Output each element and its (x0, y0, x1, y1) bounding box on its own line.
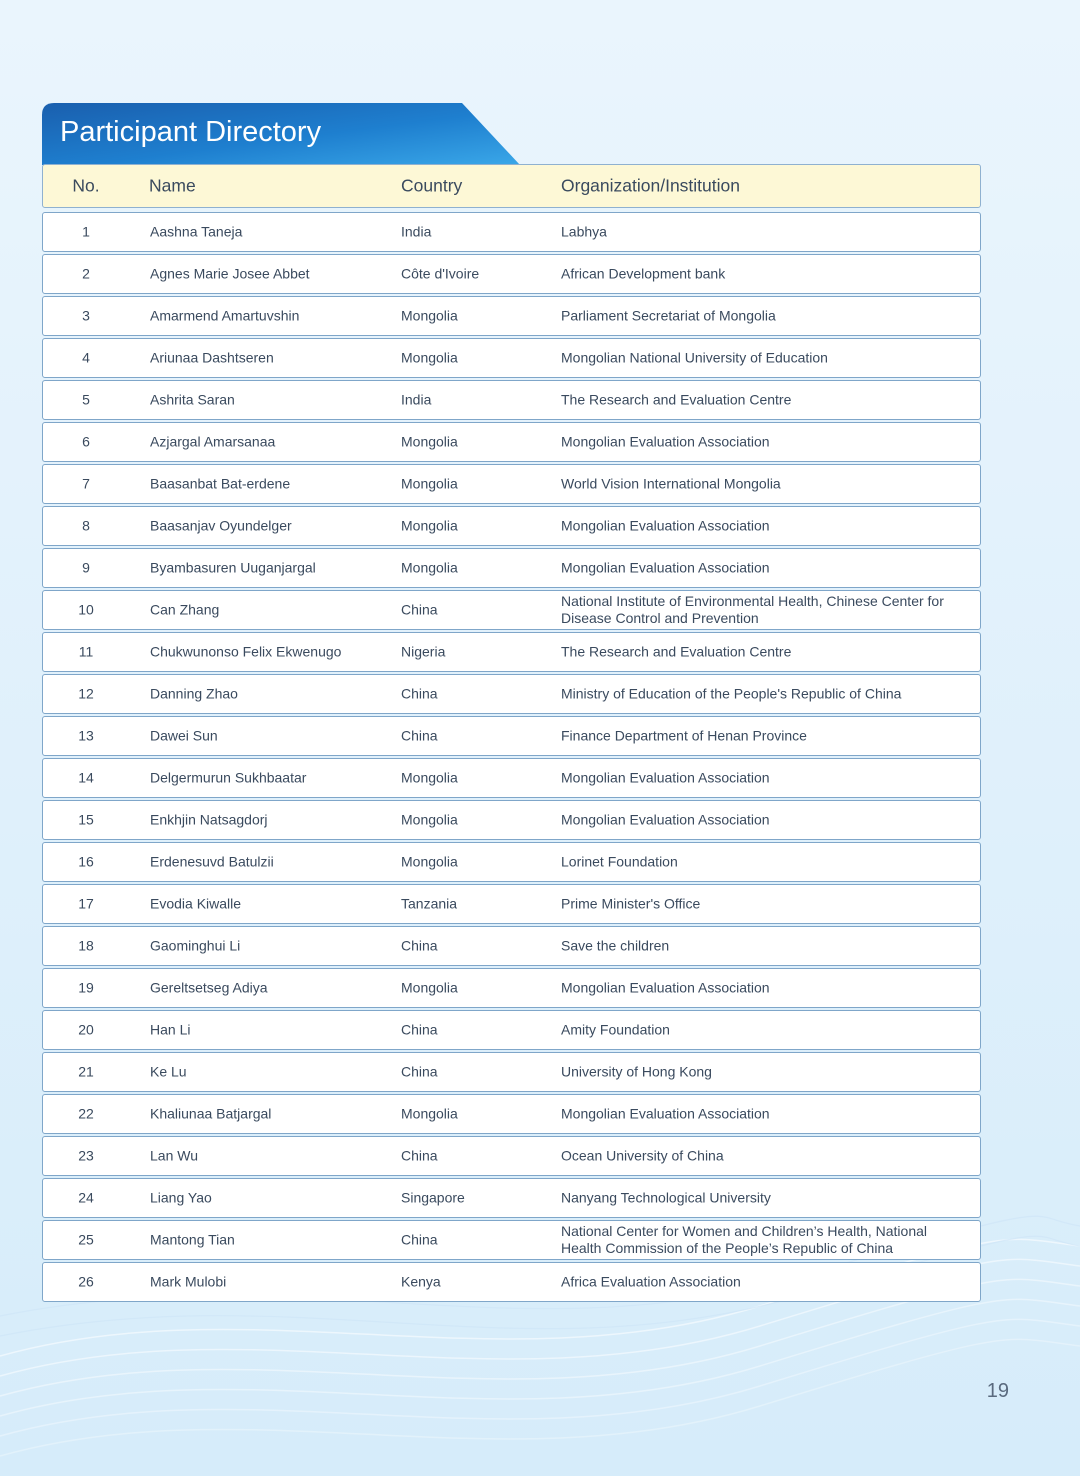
row-number: 24 (78, 1189, 94, 1206)
table-row (42, 1178, 981, 1218)
table-row (42, 296, 981, 336)
table-row (42, 884, 981, 924)
row-number: 4 (82, 349, 90, 366)
participant-country: Mongolia (401, 433, 458, 450)
participant-name: Baasanjav Oyundelger (150, 517, 292, 534)
participant-organization: Finance Department of Henan Province (561, 727, 807, 744)
participant-country: Tanzania (401, 895, 458, 912)
column-header-country: Country (401, 175, 463, 196)
table-row (42, 926, 981, 966)
participant-name: Delgermurun Sukhbaatar (150, 769, 307, 786)
participant-country: China (401, 1021, 438, 1038)
participant-name: Erdenesuvd Batulzii (150, 853, 274, 870)
column-header-name: Name (149, 175, 196, 196)
table-row (42, 1262, 981, 1302)
participant-name: Mark Mulobi (150, 1273, 227, 1290)
participant-organization: Parliament Secretariat of Mongolia (561, 307, 776, 324)
participant-organization: Mongolian Evaluation Association (561, 1105, 770, 1122)
participant-name: Mantong Tian (150, 1231, 235, 1248)
participant-name: Chukwunonso Felix Ekwenugo (150, 643, 342, 660)
table-row (42, 674, 981, 714)
participant-name: Aashna Taneja (150, 223, 243, 240)
table-row (42, 548, 981, 588)
table-body (42, 212, 981, 1302)
participant-country: Mongolia (401, 811, 458, 828)
participant-country: Mongolia (401, 559, 458, 576)
participant-country: China (401, 1147, 438, 1164)
participant-country: Kenya (401, 1273, 441, 1290)
participant-organization: Mongolian Evaluation Association (561, 433, 770, 450)
participant-country: Côte d'Ivoire (401, 265, 480, 282)
participant-name: Dawei Sun (150, 727, 218, 744)
participant-country: Mongolia (401, 853, 458, 870)
participant-organization: National Institute of Environmental Health, Chinese Center for Disease Control and Prevention (561, 593, 944, 626)
page-title: Participant Directory (60, 116, 322, 148)
row-number: 20 (78, 1021, 94, 1038)
participant-organization: Mongolian National University of Education (561, 349, 828, 366)
participant-country: Mongolia (401, 517, 458, 534)
participant-country: China (401, 727, 438, 744)
table-row (42, 800, 981, 840)
participant-name: Liang Yao (150, 1189, 212, 1206)
participant-country: China (401, 1063, 438, 1080)
participant-name: Enkhjin Natsagdorj (150, 811, 268, 828)
participant-country: Mongolia (401, 349, 458, 366)
participant-country: Mongolia (401, 769, 458, 786)
participant-country: India (401, 223, 432, 240)
row-number: 8 (82, 517, 90, 534)
participant-country: India (401, 391, 432, 408)
participant-name: Danning Zhao (150, 685, 238, 702)
table-row (42, 380, 981, 420)
table-row (42, 1010, 981, 1050)
participant-name: Baasanbat Bat-erdene (150, 475, 291, 492)
row-number: 6 (82, 433, 90, 450)
row-number: 5 (82, 391, 90, 408)
table-row (42, 254, 981, 294)
table-row (42, 464, 981, 504)
row-number: 25 (78, 1231, 94, 1248)
table-header-row (42, 164, 981, 208)
participant-name: Agnes Marie Josee Abbet (150, 265, 310, 282)
row-number: 21 (78, 1063, 94, 1080)
table-row (42, 338, 981, 378)
participant-name: Gaominghui Li (150, 937, 241, 954)
participant-organization: Labhya (561, 223, 607, 240)
participant-organization: The Research and Evaluation Centre (561, 643, 792, 660)
row-number: 18 (78, 937, 94, 954)
participant-organization: Save the children (561, 937, 670, 954)
participant-country: Mongolia (401, 475, 458, 492)
row-number: 13 (78, 727, 94, 744)
participant-name: Amarmend Amartuvshin (150, 307, 300, 324)
participant-name: Khaliunaa Batjargal (150, 1105, 272, 1122)
row-number: 11 (78, 643, 94, 660)
participant-organization: Mongolian Evaluation Association (561, 979, 770, 996)
participant-organization: World Vision International Mongolia (561, 475, 781, 492)
participant-organization: Mongolian Evaluation Association (561, 769, 770, 786)
participant-country: China (401, 937, 438, 954)
table-row (42, 212, 981, 252)
participant-name: Azjargal Amarsanaa (150, 433, 276, 450)
table-row (42, 968, 981, 1008)
participant-organization: Africa Evaluation Association (561, 1273, 741, 1290)
participant-name: Can Zhang (150, 601, 220, 618)
row-number: 15 (78, 811, 94, 828)
participant-country: China (401, 601, 438, 618)
participant-organization: National Center for Women and Children’s Health, National Health Commission of the People’s Republic of China (561, 1223, 928, 1256)
table-row (42, 1094, 981, 1134)
table-row (42, 1136, 981, 1176)
participant-country: China (401, 685, 438, 702)
row-number: 12 (78, 685, 94, 702)
participant-name: Ariunaa Dashtseren (150, 349, 274, 366)
participant-name: Gereltsetseg Adiya (150, 979, 268, 996)
participant-organization: Ministry of Education of the People's Republic of China (561, 685, 902, 702)
participant-organization: Prime Minister's Office (561, 895, 701, 912)
participant-organization: Amity Foundation (561, 1021, 670, 1038)
participant-organization: The Research and Evaluation Centre (561, 391, 792, 408)
participant-country: Nigeria (401, 643, 446, 660)
participant-name: Han Li (150, 1021, 191, 1038)
table-row (42, 716, 981, 756)
table-row (42, 842, 981, 882)
participant-organization: Nanyang Technological University (561, 1189, 771, 1206)
column-header-organization: Organization/Institution (561, 175, 740, 196)
participant-organization: Mongolian Evaluation Association (561, 517, 770, 534)
participant-organization: Mongolian Evaluation Association (561, 811, 770, 828)
participant-country: Mongolia (401, 1105, 458, 1122)
column-header-no: No. (72, 175, 100, 196)
table-row (42, 506, 981, 546)
participant-organization: Ocean University of China (561, 1147, 724, 1164)
table-row (42, 590, 981, 630)
row-number: 3 (82, 307, 90, 324)
table-row (42, 422, 981, 462)
table-row (42, 758, 981, 798)
participant-name: Byambasuren Uuganjargal (150, 559, 316, 576)
participant-name: Lan Wu (150, 1147, 198, 1164)
participant-table (42, 164, 981, 1304)
row-number: 17 (78, 895, 94, 912)
row-number: 14 (78, 769, 94, 786)
participant-name: Evodia Kiwalle (150, 895, 242, 912)
participant-name: Ashrita Saran (150, 391, 235, 408)
participant-country: Mongolia (401, 307, 458, 324)
table-row (42, 1052, 981, 1092)
row-number: 9 (82, 559, 90, 576)
participant-country: Singapore (401, 1189, 465, 1206)
row-number: 22 (78, 1105, 94, 1122)
participant-name: Ke Lu (150, 1063, 187, 1080)
participant-country: China (401, 1231, 438, 1248)
participant-country: Mongolia (401, 979, 458, 996)
participant-organization: University of Hong Kong (561, 1063, 712, 1080)
participant-organization: Mongolian Evaluation Association (561, 559, 770, 576)
row-number: 7 (82, 475, 90, 492)
row-number: 16 (78, 853, 94, 870)
row-number: 26 (78, 1273, 94, 1290)
participant-organization: African Development bank (561, 265, 726, 282)
row-number: 1 (82, 223, 90, 240)
row-number: 19 (78, 979, 94, 996)
row-number: 10 (78, 601, 94, 618)
row-number: 2 (82, 265, 90, 282)
row-number: 23 (78, 1147, 94, 1164)
page-number: 19 (986, 1380, 1009, 1402)
table-row (42, 1220, 981, 1260)
participant-organization: Lorinet Foundation (561, 853, 678, 870)
table-row (42, 632, 981, 672)
